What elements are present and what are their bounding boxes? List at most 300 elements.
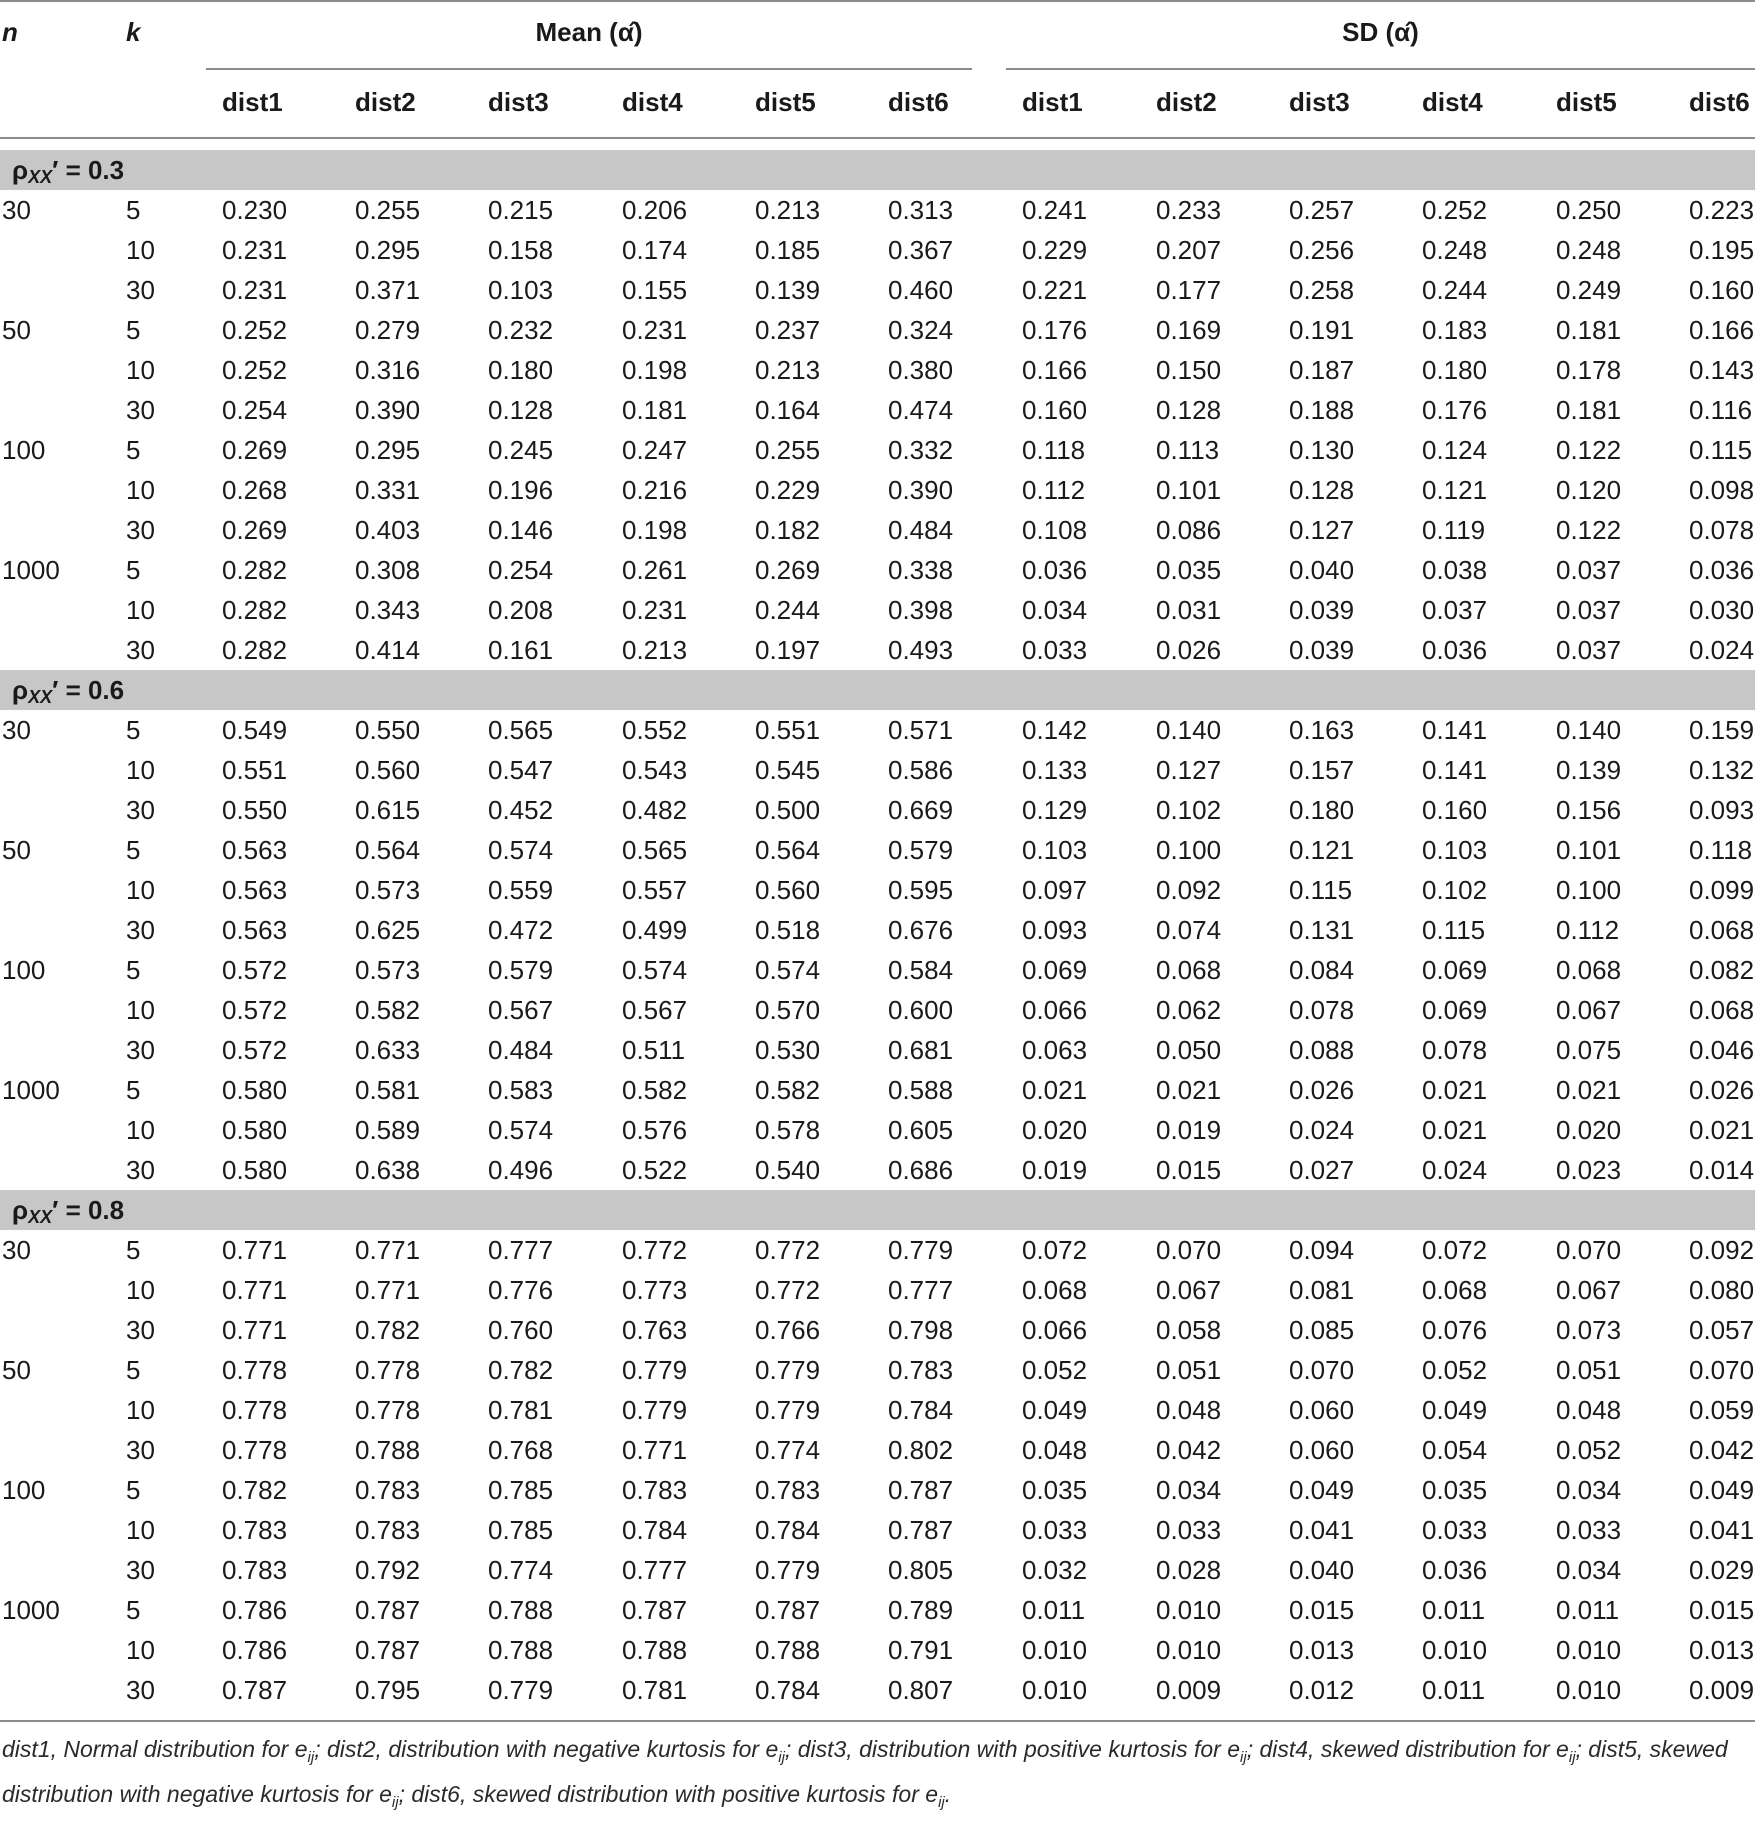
cell-mean-dist1: 0.778 [222,1435,288,1465]
cell-mean-dist2: 0.778 [355,1355,421,1385]
cell-sd-dist2: 0.019 [1156,1115,1222,1145]
col-header-mean-dist4: dist4 [622,87,683,117]
cell-k: 30 [126,915,155,945]
col-header-sd-dist4: dist4 [1422,87,1483,117]
cell-mean-dist2: 0.625 [355,915,421,945]
cell-mean-dist6: 0.588 [888,1075,954,1105]
footnote-text: . [944,1781,952,1807]
cell-mean-dist3: 0.472 [488,915,554,945]
table-row [0,1390,1755,1430]
cell-mean-dist6: 0.460 [888,275,954,305]
cell-sd-dist3: 0.078 [1289,995,1355,1025]
cell-k: 10 [126,1275,155,1305]
cell-sd-dist2: 0.015 [1156,1155,1222,1185]
cell-mean-dist5: 0.779 [755,1555,821,1585]
cell-sd-dist3: 0.084 [1289,955,1355,985]
rho-symbol: ρ [12,675,29,705]
cell-k: 5 [126,435,141,465]
cell-mean-dist6: 0.579 [888,835,954,865]
cell-mean-dist4: 0.231 [622,315,688,345]
cell-sd-dist4: 0.069 [1422,995,1488,1025]
cell-sd-dist5: 0.068 [1556,955,1622,985]
cell-mean-dist4: 0.557 [622,875,688,905]
cell-mean-dist4: 0.155 [622,275,688,305]
group-header-sd: SD (α̂) [1342,17,1419,47]
rho-symbol: ρ [12,155,29,185]
cell-sd-dist3: 0.049 [1289,1475,1355,1505]
cell-mean-dist4: 0.198 [622,515,688,545]
cell-sd-dist4: 0.049 [1422,1395,1488,1425]
cell-k: 30 [126,275,155,305]
cell-mean-dist5: 0.530 [755,1035,821,1065]
cell-mean-dist5: 0.779 [755,1395,821,1425]
cell-mean-dist1: 0.778 [222,1395,288,1425]
cell-k: 30 [126,1435,155,1465]
rho-subscript: XX [28,1207,53,1227]
cell-mean-dist1: 0.551 [222,755,288,785]
cell-sd-dist5: 0.181 [1556,315,1622,345]
cell-mean-dist3: 0.180 [488,355,554,385]
cell-mean-dist1: 0.771 [222,1235,288,1265]
cell-mean-dist4: 0.174 [622,235,688,265]
cell-k: 5 [126,715,141,745]
cell-k: 30 [126,1555,155,1585]
sd-group-rule [1006,68,1755,70]
cell-mean-dist5: 0.787 [755,1595,821,1625]
cell-mean-dist3: 0.254 [488,555,554,585]
cell-mean-dist6: 0.798 [888,1315,954,1345]
cell-mean-dist1: 0.783 [222,1555,288,1585]
cell-sd-dist6: 0.026 [1689,1075,1755,1105]
cell-mean-dist2: 0.582 [355,995,421,1025]
cell-sd-dist3: 0.256 [1289,235,1355,265]
cell-mean-dist3: 0.777 [488,1235,554,1265]
cell-n: 1000 [2,1075,60,1105]
cell-k: 30 [126,635,155,665]
cell-sd-dist4: 0.035 [1422,1475,1488,1505]
cell-k: 5 [126,1475,141,1505]
cell-sd-dist5: 0.178 [1556,355,1622,385]
cell-sd-dist6: 0.036 [1689,555,1755,585]
rho-prime: ′ [52,155,59,185]
cell-mean-dist5: 0.578 [755,1115,821,1145]
cell-mean-dist2: 0.783 [355,1515,421,1545]
cell-sd-dist1: 0.066 [1022,995,1088,1025]
cell-sd-dist2: 0.150 [1156,355,1222,385]
cell-sd-dist6: 0.195 [1689,235,1755,265]
cell-sd-dist1: 0.118 [1022,435,1086,465]
cell-sd-dist4: 0.103 [1422,835,1488,865]
cell-mean-dist2: 0.573 [355,875,421,905]
cell-mean-dist5: 0.229 [755,475,821,505]
cell-mean-dist1: 0.563 [222,835,288,865]
cell-mean-dist6: 0.338 [888,555,954,585]
cell-sd-dist2: 0.048 [1156,1395,1222,1425]
cell-mean-dist4: 0.181 [622,395,688,425]
cell-sd-dist2: 0.068 [1156,955,1222,985]
cell-mean-dist3: 0.785 [488,1475,554,1505]
cell-sd-dist6: 0.068 [1689,995,1755,1025]
col-header-sd-dist1: dist1 [1022,87,1083,117]
cell-mean-dist3: 0.574 [488,1115,554,1145]
cell-sd-dist4: 0.160 [1422,795,1488,825]
cell-sd-dist3: 0.070 [1289,1355,1355,1385]
table-row [0,1310,1755,1350]
cell-mean-dist3: 0.158 [488,235,554,265]
cell-mean-dist6: 0.676 [888,915,954,945]
cell-sd-dist4: 0.078 [1422,1035,1488,1065]
footnote-text: ; dist4, skewed distribution for e [1246,1736,1569,1762]
cell-mean-dist2: 0.788 [355,1435,421,1465]
cell-mean-dist4: 0.511 [622,1035,686,1065]
cell-mean-dist5: 0.197 [755,635,821,665]
footnote-text: ; dist6, skewed distribution with positive kurtosis for e [398,1781,939,1807]
cell-sd-dist1: 0.052 [1022,1355,1088,1385]
cell-sd-dist5: 0.021 [1556,1075,1622,1105]
cell-k: 30 [126,1155,155,1185]
cell-mean-dist3: 0.103 [488,275,554,305]
col-header-sd-dist3: dist3 [1289,87,1350,117]
cell-mean-dist5: 0.779 [755,1355,821,1385]
col-header-mean-dist3: dist3 [488,87,549,117]
cell-sd-dist4: 0.021 [1422,1115,1488,1145]
cell-mean-dist4: 0.567 [622,995,688,1025]
table-footnote [2,1731,1752,1821]
cell-sd-dist6: 0.015 [1689,1595,1755,1625]
cell-sd-dist4: 0.248 [1422,235,1488,265]
cell-mean-dist1: 0.282 [222,595,288,625]
cell-mean-dist6: 0.484 [888,515,954,545]
cell-sd-dist6: 0.046 [1689,1035,1755,1065]
cell-n: 100 [2,1475,46,1505]
cell-mean-dist3: 0.788 [488,1595,554,1625]
cell-n: 30 [2,195,31,225]
cell-sd-dist3: 0.128 [1289,475,1355,505]
cell-mean-dist2: 0.295 [355,235,421,265]
cell-sd-dist4: 0.069 [1422,955,1488,985]
table-row [0,630,1755,670]
cell-sd-dist5: 0.073 [1556,1315,1622,1345]
cell-sd-dist3: 0.015 [1289,1595,1355,1625]
cell-sd-dist5: 0.051 [1556,1355,1622,1385]
cell-mean-dist6: 0.600 [888,995,954,1025]
cell-mean-dist2: 0.795 [355,1675,421,1705]
cell-sd-dist1: 0.241 [1022,195,1088,225]
col-header-k: k [126,17,141,47]
cell-mean-dist5: 0.788 [755,1635,821,1665]
cell-sd-dist4: 0.183 [1422,315,1488,345]
cell-mean-dist6: 0.789 [888,1595,954,1625]
cell-sd-dist5: 0.139 [1556,755,1622,785]
cell-mean-dist2: 0.573 [355,955,421,985]
cell-mean-dist1: 0.771 [222,1275,288,1305]
rho-prime: ′ [52,675,59,705]
cell-n: 100 [2,435,46,465]
cell-sd-dist1: 0.221 [1022,275,1088,305]
cell-sd-dist3: 0.121 [1289,835,1355,865]
cell-mean-dist3: 0.776 [488,1275,554,1305]
cell-sd-dist2: 0.058 [1156,1315,1222,1345]
cell-k: 5 [126,1355,141,1385]
cell-sd-dist6: 0.118 [1689,835,1753,865]
cell-sd-dist5: 0.181 [1556,395,1622,425]
cell-mean-dist2: 0.615 [355,795,421,825]
cell-sd-dist2: 0.177 [1156,275,1222,305]
cell-mean-dist1: 0.563 [222,915,288,945]
cell-sd-dist1: 0.033 [1022,1515,1088,1545]
cell-mean-dist3: 0.232 [488,315,554,345]
col-header-mean-dist5: dist5 [755,87,816,117]
cell-sd-dist2: 0.042 [1156,1435,1222,1465]
table-row [0,1510,1755,1550]
cell-mean-dist6: 0.367 [888,235,954,265]
cell-mean-dist4: 0.482 [622,795,688,825]
cell-mean-dist5: 0.540 [755,1155,821,1185]
cell-sd-dist5: 0.011 [1556,1595,1620,1625]
cell-sd-dist5: 0.075 [1556,1035,1622,1065]
cell-mean-dist4: 0.216 [622,475,688,505]
cell-k: 10 [126,1115,155,1145]
cell-sd-dist3: 0.026 [1289,1075,1355,1105]
table-row [0,1590,1755,1630]
cell-sd-dist2: 0.062 [1156,995,1222,1025]
cell-sd-dist1: 0.129 [1022,795,1088,825]
table-row [0,310,1755,350]
col-header-sd-dist5: dist5 [1556,87,1617,117]
table-row [0,1110,1755,1150]
cell-k: 5 [126,555,141,585]
cell-mean-dist2: 0.778 [355,1395,421,1425]
cell-sd-dist6: 0.132 [1689,755,1755,785]
cell-sd-dist6: 0.059 [1689,1395,1755,1425]
cell-sd-dist3: 0.157 [1289,755,1355,785]
header-bottom-rule [0,137,1755,139]
cell-sd-dist6: 0.041 [1689,1515,1755,1545]
col-header-mean-dist2: dist2 [355,87,416,117]
table-row [0,750,1755,790]
cell-sd-dist1: 0.176 [1022,315,1088,345]
section-band [0,1190,1755,1230]
cell-sd-dist2: 0.086 [1156,515,1222,545]
cell-mean-dist1: 0.231 [222,235,288,265]
cell-sd-dist4: 0.068 [1422,1275,1488,1305]
cell-mean-dist4: 0.499 [622,915,688,945]
cell-sd-dist3: 0.257 [1289,195,1355,225]
cell-sd-dist5: 0.070 [1556,1235,1622,1265]
cell-mean-dist2: 0.295 [355,435,421,465]
cell-mean-dist6: 0.571 [888,715,954,745]
cell-sd-dist5: 0.010 [1556,1675,1622,1705]
cell-mean-dist6: 0.474 [888,395,954,425]
cell-sd-dist4: 0.010 [1422,1635,1488,1665]
cell-mean-dist2: 0.308 [355,555,421,585]
cell-mean-dist2: 0.638 [355,1155,421,1185]
table-row [0,1030,1755,1070]
cell-mean-dist2: 0.414 [355,635,421,665]
cell-k: 5 [126,1235,141,1265]
col-header-mean-dist6: dist6 [888,87,949,117]
cell-mean-dist2: 0.316 [355,355,421,385]
cell-sd-dist4: 0.176 [1422,395,1488,425]
cell-sd-dist2: 0.026 [1156,635,1222,665]
cell-sd-dist5: 0.010 [1556,1635,1622,1665]
cell-sd-dist1: 0.063 [1022,1035,1088,1065]
cell-sd-dist4: 0.052 [1422,1355,1488,1385]
cell-mean-dist1: 0.268 [222,475,288,505]
cell-sd-dist6: 0.009 [1689,1675,1755,1705]
cell-sd-dist3: 0.094 [1289,1235,1355,1265]
cell-sd-dist2: 0.028 [1156,1555,1222,1585]
cell-sd-dist6: 0.159 [1689,715,1755,745]
table-row [0,870,1755,910]
cell-k: 5 [126,195,141,225]
footnote-text: ; dist2, distribution with negative kurtosis for e [314,1736,779,1762]
cell-sd-dist4: 0.124 [1422,435,1488,465]
cell-mean-dist5: 0.139 [755,275,821,305]
footnote-subscript: ij [1240,1749,1247,1766]
cell-mean-dist2: 0.783 [355,1475,421,1505]
cell-sd-dist4: 0.102 [1422,875,1488,905]
cell-mean-dist4: 0.788 [622,1635,688,1665]
cell-sd-dist4: 0.115 [1422,915,1486,945]
cell-mean-dist1: 0.230 [222,195,288,225]
table-row [0,270,1755,310]
cell-mean-dist6: 0.493 [888,635,954,665]
cell-mean-dist3: 0.208 [488,595,554,625]
cell-sd-dist1: 0.072 [1022,1235,1088,1265]
cell-mean-dist5: 0.574 [755,955,821,985]
cell-sd-dist4: 0.024 [1422,1155,1488,1185]
cell-mean-dist2: 0.390 [355,395,421,425]
cell-sd-dist4: 0.036 [1422,1555,1488,1585]
cell-sd-dist5: 0.048 [1556,1395,1622,1425]
cell-mean-dist4: 0.784 [622,1515,688,1545]
cell-mean-dist6: 0.313 [888,195,954,225]
cell-k: 30 [126,395,155,425]
cell-mean-dist3: 0.583 [488,1075,554,1105]
cell-n: 50 [2,1355,31,1385]
cell-mean-dist5: 0.551 [755,715,821,745]
cell-k: 30 [126,1035,155,1065]
cell-sd-dist3: 0.127 [1289,515,1355,545]
table-row [0,1150,1755,1190]
cell-sd-dist1: 0.068 [1022,1275,1088,1305]
cell-sd-dist6: 0.057 [1689,1315,1755,1345]
cell-sd-dist3: 0.040 [1289,555,1355,585]
bottom-rule [0,1720,1755,1722]
group-header-mean: Mean (α̂) [535,17,643,47]
cell-mean-dist5: 0.772 [755,1235,821,1265]
col-header-n: n [2,17,18,47]
cell-mean-dist6: 0.595 [888,875,954,905]
cell-sd-dist5: 0.122 [1556,515,1622,545]
cell-mean-dist6: 0.586 [888,755,954,785]
cell-k: 10 [126,475,155,505]
cell-mean-dist4: 0.543 [622,755,688,785]
table-row [0,190,1755,230]
table-row [0,1350,1755,1390]
cell-sd-dist2: 0.010 [1156,1595,1222,1625]
cell-mean-dist4: 0.247 [622,435,688,465]
cell-sd-dist5: 0.100 [1556,875,1622,905]
cell-mean-dist4: 0.771 [622,1435,688,1465]
cell-sd-dist5: 0.023 [1556,1155,1622,1185]
cell-mean-dist3: 0.161 [488,635,554,665]
cell-sd-dist3: 0.187 [1289,355,1355,385]
mean-group-rule [206,68,972,70]
cell-sd-dist2: 0.092 [1156,875,1222,905]
cell-sd-dist6: 0.116 [1689,395,1753,425]
cell-sd-dist6: 0.013 [1689,1635,1755,1665]
cell-sd-dist1: 0.020 [1022,1115,1088,1145]
cell-sd-dist1: 0.160 [1022,395,1088,425]
cell-mean-dist3: 0.760 [488,1315,554,1345]
cell-sd-dist2: 0.034 [1156,1475,1222,1505]
cell-mean-dist5: 0.185 [755,235,821,265]
cell-sd-dist3: 0.085 [1289,1315,1355,1345]
footnote-subscript: ij [938,1794,945,1811]
cell-mean-dist1: 0.550 [222,795,288,825]
table-row [0,1230,1755,1270]
cell-sd-dist6: 0.166 [1689,315,1755,345]
cell-sd-dist4: 0.021 [1422,1075,1488,1105]
cell-sd-dist3: 0.081 [1289,1275,1355,1305]
footnote-subscript: ij [391,1794,399,1811]
table-row [0,950,1755,990]
cell-mean-dist6: 0.681 [888,1035,954,1065]
cell-sd-dist2: 0.101 [1156,475,1222,505]
cell-sd-dist2: 0.113 [1156,435,1220,465]
table-row [0,590,1755,630]
table-row [0,1430,1755,1470]
cell-mean-dist3: 0.785 [488,1515,554,1545]
cell-mean-dist5: 0.784 [755,1675,821,1705]
cell-sd-dist2: 0.074 [1156,915,1222,945]
cell-mean-dist3: 0.484 [488,1035,554,1065]
table-row [0,990,1755,1030]
cell-sd-dist5: 0.120 [1556,475,1622,505]
cell-mean-dist4: 0.565 [622,835,688,865]
cell-sd-dist1: 0.010 [1022,1675,1088,1705]
section-band [0,150,1755,190]
cell-sd-dist5: 0.052 [1556,1435,1622,1465]
cell-sd-dist6: 0.042 [1689,1435,1755,1465]
cell-sd-dist3: 0.039 [1289,595,1355,625]
cell-mean-dist5: 0.560 [755,875,821,905]
cell-mean-dist6: 0.802 [888,1435,954,1465]
cell-sd-dist4: 0.244 [1422,275,1488,305]
cell-mean-dist4: 0.779 [622,1355,688,1385]
section-band [0,670,1755,710]
cell-n: 50 [2,315,31,345]
cell-mean-dist5: 0.784 [755,1515,821,1545]
cell-sd-dist2: 0.035 [1156,555,1222,585]
cell-sd-dist1: 0.034 [1022,595,1088,625]
cell-sd-dist5: 0.249 [1556,275,1622,305]
cell-mean-dist5: 0.564 [755,835,821,865]
cell-mean-dist5: 0.772 [755,1275,821,1305]
cell-sd-dist1: 0.142 [1022,715,1088,745]
cell-k: 10 [126,1635,155,1665]
table-row [0,710,1755,750]
cell-mean-dist1: 0.252 [222,315,288,345]
cell-mean-dist5: 0.582 [755,1075,821,1105]
footnote-subscript: ij [307,1749,315,1766]
cell-sd-dist4: 0.011 [1422,1675,1486,1705]
cell-mean-dist3: 0.579 [488,955,554,985]
cell-sd-dist1: 0.069 [1022,955,1088,985]
table-row [0,1270,1755,1310]
